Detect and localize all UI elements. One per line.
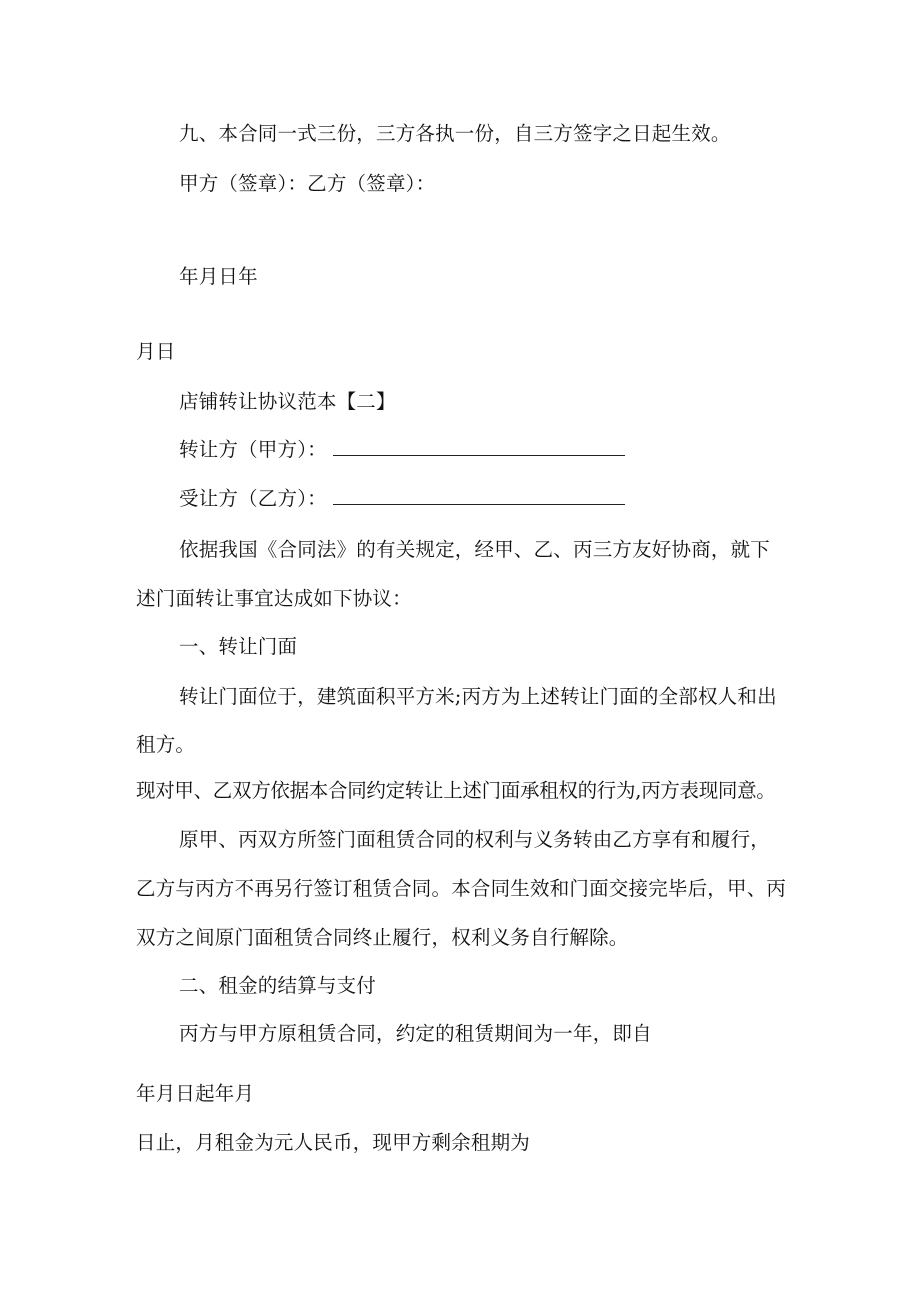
paragraph-rent-2: 年月日起年月 — [136, 1082, 255, 1105]
transferor-label: 转让方（甲方）： — [179, 438, 327, 461]
paragraph-rights-2: 乙方与丙方不再另行签订租赁合同。本合同生效和门面交接完毕后，甲、丙 — [136, 877, 787, 900]
clause-nine: 九、本合同一式三份，三方各执一份，自三方签字之日起生效。 — [179, 122, 731, 145]
transferee-field — [179, 486, 625, 512]
transferor-blank — [333, 437, 625, 456]
date-line-1: 年月日年 — [179, 265, 258, 288]
paragraph-rights-3: 双方之间原门面租赁合同终止履行，权利义务自行解除。 — [136, 926, 629, 949]
transferor-field — [179, 437, 625, 463]
paragraph-rent-3: 日止，月租金为元人民币，现甲方剩余租期为 — [136, 1131, 531, 1154]
document-title: 店铺转让协议范本【二】 — [179, 390, 396, 413]
signature-line: 甲方（签章）：乙方（签章）： — [179, 172, 436, 195]
date-line-2: 月日 — [136, 340, 176, 363]
paragraph-location-1: 转让门面位于，建筑面积平方米;丙方为上述转让门面的全部权人和出 — [179, 685, 777, 708]
section-heading-1: 一、转让门面 — [179, 635, 298, 658]
paragraph-intro-1: 依据我国《合同法》的有关规定，经甲、乙、丙三方友好协商，就下 — [179, 538, 771, 561]
paragraph-consent: 现对甲、乙双方依据本合同约定转让上述门面承租权的行为,丙方表现同意。 — [136, 779, 776, 802]
paragraph-intro-2: 述门面转让事宜达成如下协议： — [136, 587, 412, 610]
paragraph-rent-1: 丙方与甲方原租赁合同，约定的租赁期间为一年，即自 — [179, 1022, 652, 1045]
section-heading-2: 二、租金的结算与支付 — [179, 974, 377, 997]
paragraph-location-2: 租方。 — [136, 733, 196, 756]
transferee-blank — [333, 486, 625, 505]
paragraph-rights-1: 原甲、丙双方所签门面租赁合同的权利与义务转由乙方享有和履行， — [179, 828, 771, 851]
transferee-label: 受让方（乙方）： — [179, 487, 327, 510]
